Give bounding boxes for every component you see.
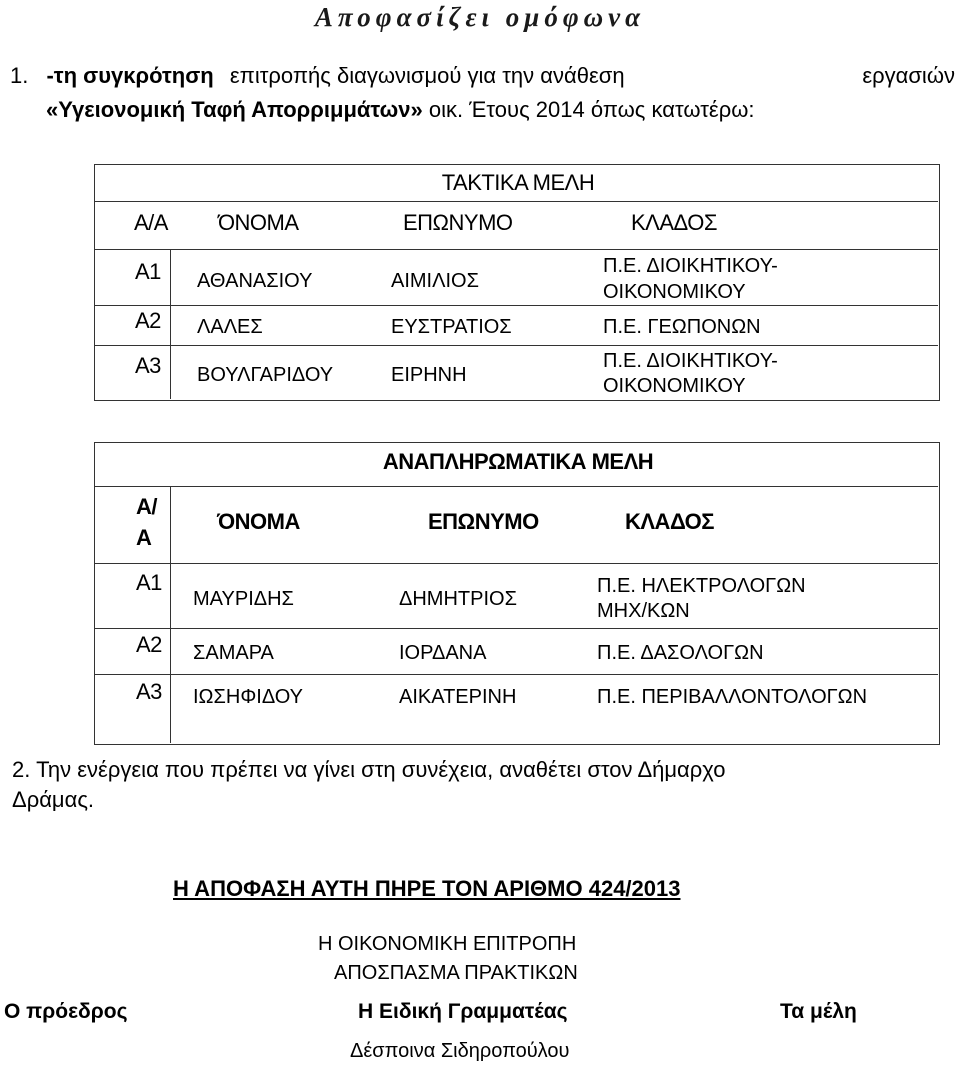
regular-row-2-name: ΛΑΛΕΣ — [197, 316, 263, 338]
decision-heading: Αποφασίζει ομόφωνα — [314, 2, 646, 32]
regular-row-2-branch: Π.Ε. ΓΕΩΠΟΝΩΝ — [603, 316, 761, 338]
regular-row-1-aa: Α1 — [135, 259, 161, 284]
regular-header-surname: ΕΠΩΝΥΜΟ — [403, 210, 513, 235]
substitute-header-name: ΌΝΟΜΑ — [217, 509, 300, 534]
item2-line1: 2. Την ενέργεια που πρέπει να γίνει στη συνέχεια, αναθέτει στον Δήμαρχο — [12, 757, 726, 782]
substitute-row-1-name: ΜΑΥΡΙΔΗΣ — [193, 588, 294, 610]
substitute-row-1-branch-1: Π.Ε. ΗΛΕΚΤΡΟΛΟΓΩΝ — [597, 575, 806, 597]
substitute-row-1-aa: Α1 — [136, 570, 162, 595]
regular-row-1-name: ΑΘΑΝΑΣΙΟΥ — [197, 270, 313, 292]
regular-row-1-branch-1: Π.Ε. ΔΙΟΙΚΗΤΙΚΟΥ- — [603, 255, 778, 277]
committee-name: Η ΟΙΚΟΝΟΜΙΚΗ ΕΠΙΤΡΟΠΗ — [318, 933, 577, 955]
regular-members-title: ΤΑΚΤΙΚΑ ΜΕΛΗ — [441, 170, 595, 195]
president-label: Ο πρόεδρος — [4, 1000, 128, 1023]
item1-project-title: «Υγειονομική Ταφή Απορριμμάτων» — [46, 97, 423, 122]
substitute-row-2-aa: Α2 — [136, 632, 162, 657]
regular-row-1-branch-2: ΟΙΚΟΝΟΜΙΚΟΥ — [603, 281, 746, 303]
regular-row-3-branch-2: ΟΙΚΟΝΟΜΙΚΟΥ — [603, 375, 746, 397]
secretary-label: Η Ειδική Γραμματέας — [358, 1000, 568, 1023]
item1-line1 — [10, 59, 955, 93]
substitute-row-2-branch: Π.Ε. ΔΑΣΟΛΟΓΩΝ — [597, 642, 764, 664]
substitute-header-aa-1: Α/ — [136, 494, 157, 519]
regular-row-2-surname: ΕΥΣΤΡΑΤΙΟΣ — [391, 316, 512, 338]
regular-row-1-surname: ΑΙΜΙΛΙΟΣ — [391, 270, 479, 292]
regular-header-name: ΌΝΟΜΑ — [218, 210, 299, 235]
substitute-row-3-surname: ΑΙΚΑΤΕΡΙΝΗ — [399, 686, 517, 708]
item1-rest-end: εργασιών — [862, 63, 955, 88]
substitute-header-branch: ΚΛΑΔΟΣ — [625, 509, 714, 534]
substitute-row-2-surname: ΙΟΡΔΑΝΑ — [399, 642, 487, 664]
decision-number: Η ΑΠΟΦΑΣΗ ΑΥΤΗ ΠΗΡΕ ΤΟΝ ΑΡΙΘΜΟ 424/2013 — [173, 876, 681, 901]
item2-line2: Δράμας. — [12, 787, 95, 812]
item1-bold: -τη συγκρότηση — [46, 63, 214, 88]
item1-number: 1. — [10, 63, 29, 88]
substitute-row-2-name: ΣΑΜΑΡΑ — [193, 642, 274, 664]
regular-row-2-aa: Α2 — [135, 308, 161, 333]
substitute-row-3-name: ΙΩΣΗΦΙΔΟΥ — [193, 686, 304, 708]
substitute-members-table — [94, 442, 940, 745]
regular-members-table — [94, 164, 940, 401]
regular-header-branch: ΚΛΑΔΟΣ — [631, 210, 717, 235]
regular-row-3-branch-1: Π.Ε. ΔΙΟΙΚΗΤΙΚΟΥ- — [603, 350, 778, 372]
members-label: Τα μέλη — [780, 1000, 857, 1023]
substitute-header-aa-2: Α — [136, 525, 152, 550]
substitute-row-1-surname: ΔΗΜΗΤΡΙΟΣ — [399, 588, 517, 610]
regular-row-3-surname: ΕΙΡΗΝΗ — [391, 364, 467, 386]
regular-row-3-aa: Α3 — [135, 353, 161, 378]
substitute-row-1-branch-2: ΜΗΧ/ΚΩΝ — [597, 600, 690, 622]
minutes-extract: ΑΠΟΣΠΑΣΜΑ ΠΡΑΚΤΙΚΩΝ — [334, 962, 578, 984]
substitute-members-title: ΑΝΑΠΛΗΡΩΜΑΤΙΚΑ ΜΕΛΗ — [382, 449, 654, 474]
regular-header-aa: Α/Α — [134, 210, 168, 235]
item1-rest: επιτροπής διαγωνισμού για την ανάθεση — [229, 63, 625, 88]
substitute-header-surname: ΕΠΩΝΥΜΟ — [428, 509, 539, 534]
item1-line2-rest: οικ. Έτους 2014 όπως κατωτέρω: — [428, 97, 755, 122]
item1-line2 — [46, 93, 755, 127]
secretary-name: Δέσποινα Σιδηροπούλου — [350, 1040, 570, 1062]
substitute-row-3-aa: Α3 — [136, 679, 162, 704]
substitute-row-3-branch: Π.Ε. ΠΕΡΙΒΑΛΛΟΝΤΟΛΟΓΩΝ — [597, 686, 868, 708]
regular-row-3-name: ΒΟΥΛΓΑΡΙΔΟΥ — [197, 364, 334, 386]
